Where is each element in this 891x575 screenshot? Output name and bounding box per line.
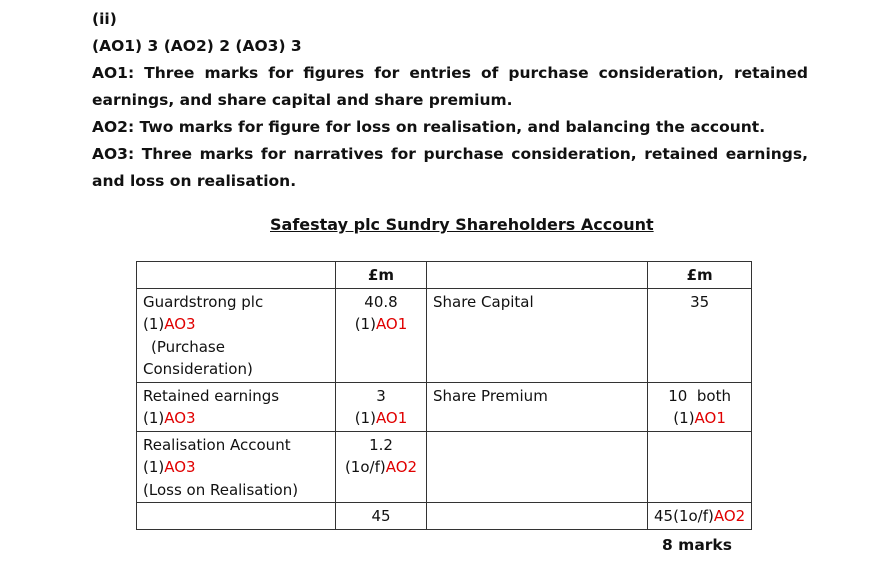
retained-amount: 3 [376, 386, 386, 405]
ao1-description: AO1: Three marks for figures for entries of purchase consideration, retained earnings, and share capital and share premium. [92, 64, 808, 109]
realisation-note: (Loss on Realisation) [143, 480, 299, 499]
guardstrong-note2: Consideration) [143, 360, 253, 378]
table-row [137, 288, 752, 382]
ao3-description: AO3: Three marks for narratives for purchase consideration, retained earnings, and loss on realisation. [92, 145, 808, 190]
share-capital-name: Share Capital [433, 292, 534, 311]
realisation-amount-cell [336, 431, 427, 503]
guardstrong-amount-cell [336, 288, 427, 382]
totals-row [137, 503, 752, 530]
realisation-amount-mark: (1o/f)AO2 [344, 458, 418, 476]
guardstrong-mark: (1)AO3 [143, 315, 196, 333]
retained-mark: (1)AO3 [143, 409, 196, 427]
guardstrong-amount: 40.8 [364, 292, 398, 311]
share-premium-amount-cell [648, 382, 752, 431]
table-row [137, 382, 752, 431]
retained-amount-cell [336, 382, 427, 431]
retained-entry [137, 382, 336, 431]
share-capital-entry [427, 288, 648, 382]
realisation-mark: (1)AO3 [143, 458, 196, 476]
share-premium-amount-mark: (1)AO1 [673, 409, 726, 427]
share-premium-entry [427, 382, 648, 431]
part-label: (ii) [92, 10, 117, 28]
debit-total: 45 [336, 503, 427, 530]
realisation-entry [137, 431, 336, 503]
account-title: Safestay plc Sundry Shareholders Account [270, 215, 654, 234]
retained-name: Retained earnings [143, 386, 280, 405]
table-header-row [137, 262, 752, 289]
table-row [137, 431, 752, 503]
credit-currency-header: £m [648, 262, 752, 289]
guardstrong-name: Guardstrong plc [143, 292, 264, 311]
retained-amount-mark: (1)AO1 [354, 409, 408, 427]
credit-total: 45(1o/f)AO2 [648, 503, 752, 530]
debit-currency-header: £m [336, 262, 427, 289]
realisation-name: Realisation Account [143, 435, 291, 454]
share-premium-name: Share Premium [433, 386, 548, 405]
marks-allocation: (AO1) 3 (AO2) 2 (AO3) 3 [92, 37, 302, 55]
guardstrong-amount-mark: (1)AO1 [354, 315, 408, 333]
share-capital-amount: 35 [690, 292, 710, 311]
realisation-amount: 1.2 [369, 435, 393, 454]
share-capital-amount-cell [648, 288, 752, 382]
share-premium-amount: 10 both [668, 386, 731, 405]
guardstrong-entry [137, 288, 336, 382]
total-marks: 8 marks [662, 536, 732, 554]
shareholders-account-table [136, 261, 752, 530]
guardstrong-note1: (Purchase [151, 337, 225, 356]
ao-descriptions [92, 60, 808, 195]
ao2-description: AO2: Two marks for figure for loss on realisation, and balancing the account. [92, 118, 766, 136]
